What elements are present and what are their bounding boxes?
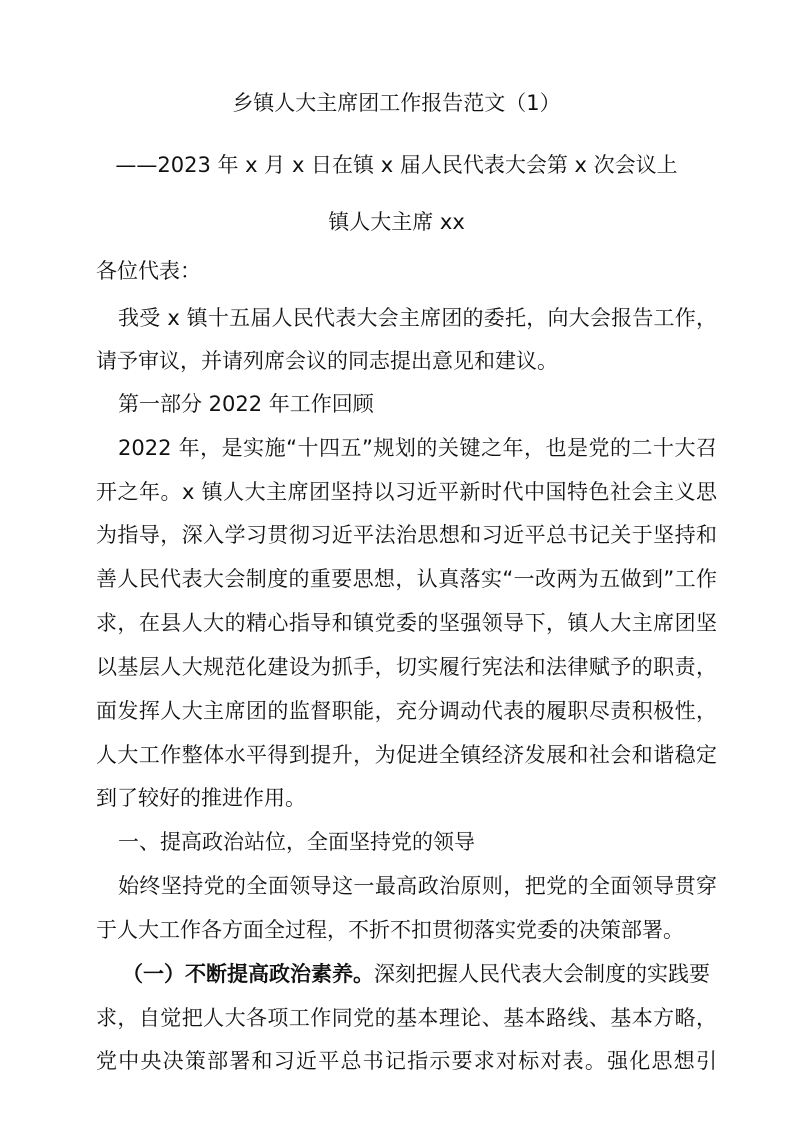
body-line: 到了较好的推进作用。	[96, 786, 306, 810]
body-line: 求，在县人大的精心指导和镇党委的坚强领导下，镇人大主席团坚	[96, 611, 717, 635]
body-line-bold-lead	[122, 959, 717, 989]
body-line: 请予审议，并请列席会议的同志提出意见和建议。	[96, 349, 558, 373]
body-line: 于人大工作各方面全过程，不折不扣贯彻落实党委的决策部署。	[96, 918, 684, 942]
body-line: 始终坚持党的全面领导这一最高政治原则，把党的全面领导贯穿	[118, 874, 717, 898]
bold-heading: （一）不断提高政治素养。	[122, 962, 374, 986]
body-line: 善人民代表大会制度的重要思想，认真落实“一改两为五做到”工作	[96, 567, 717, 591]
document-subtitle: ——2023 年 x 月 x 日在镇 x 届人民代表大会第 x 次会议上	[115, 153, 678, 177]
body-line: 为指导，深入学习贯彻习近平法治思想和习近平总书记关于坚持和	[96, 523, 717, 547]
body-line: 人大工作整体水平得到提升，为促进全镇经济发展和社会和谐稳定	[96, 743, 717, 767]
body-line: 开之年。x 镇人大主席团坚持以习近平新时代中国特色社会主义思	[96, 480, 717, 504]
body-line: 党中央决策部署和习近平总书记指示要求对标对表。强化思想引	[96, 1049, 717, 1073]
document-title: 乡镇人大主席团工作报告范文（1）	[232, 91, 561, 115]
body-line: 面发挥人大主席团的监督职能，充分调动代表的履职尽责积极性，	[96, 699, 717, 723]
body-line: 2022 年，是实施“十四五”规划的关键之年，也是党的二十大召	[118, 436, 717, 460]
salutation: 各位代表：	[96, 259, 201, 283]
section-heading: 第一部分 2022 年工作回顾	[118, 392, 374, 416]
subsection-heading: 一、提高政治站位，全面坚持党的领导	[118, 830, 475, 854]
document-author: 镇人大主席 xx	[328, 210, 465, 234]
body-line: 以基层人大规范化建设为抓手，切实履行宪法和法律赋予的职责，	[96, 655, 717, 679]
body-line: 我受 x 镇十五届人民代表大会主席团的委托，向大会报告工作，	[118, 306, 717, 330]
body-text: 深刻把握人民代表大会制度的实践要	[374, 962, 710, 986]
body-line: 求，自觉把人大各项工作同党的基本理论、基本路线、基本方略，	[96, 1006, 717, 1030]
